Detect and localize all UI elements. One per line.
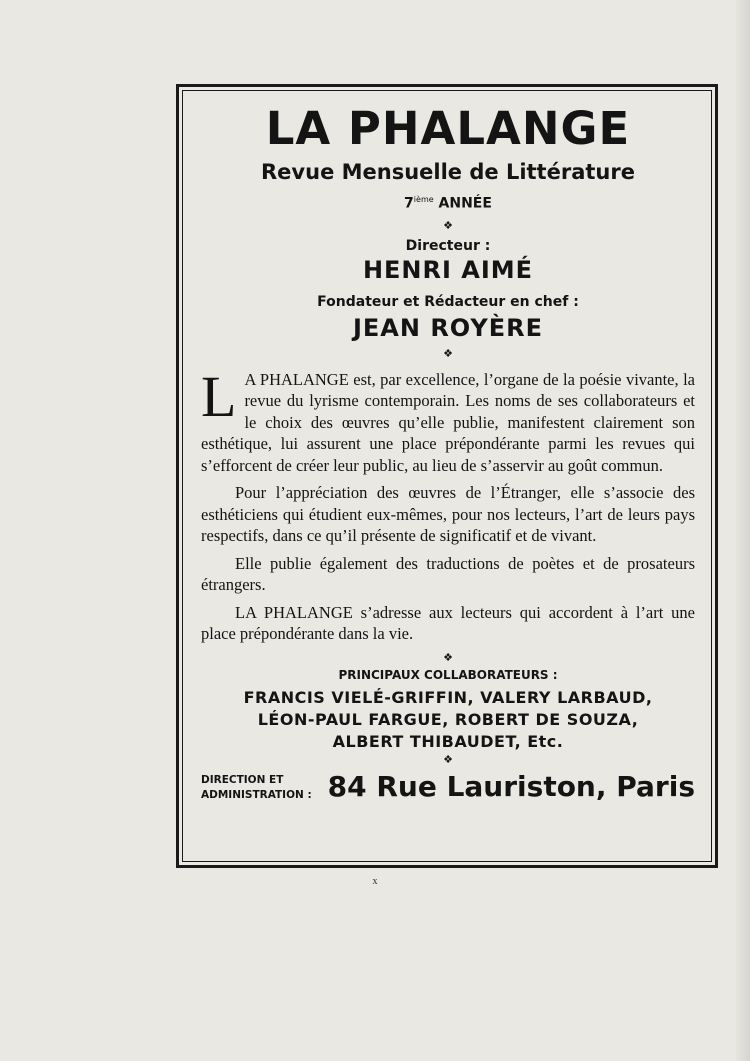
ornament-icon: ❖ [443, 753, 453, 766]
collaborators-line-2: LÉON-PAUL FARGUE, ROBERT DE SOUZA, [257, 709, 639, 729]
director-label: Directeur : [405, 237, 491, 254]
address-label-1: DIRECTION ET [201, 773, 284, 786]
page-number-text: x [372, 876, 378, 887]
drop-cap: L [201, 363, 237, 429]
year-ordinal: ième [413, 195, 434, 204]
paragraph-3: Elle publie également des traductions de poètes et de prosateurs étrangers. [201, 553, 695, 595]
ornament-icon: ❖ [443, 651, 453, 664]
year-number: 7 [404, 195, 414, 212]
page-number [0, 876, 750, 887]
page-edge [736, 0, 750, 1061]
year-word: ANNÉE [438, 195, 492, 212]
founder-name: JEAN ROYÈRE [352, 313, 543, 342]
director-name: HENRI AIMÉ [362, 255, 534, 284]
year-line [201, 191, 695, 213]
advertisement-frame [176, 84, 718, 868]
founder-label: Fondateur et Rédacteur en chef : [317, 293, 579, 310]
ornament-icon: ❖ [443, 219, 453, 232]
paragraph-1-text: A PHALANGE est, par excellence, l’organe de la poésie vivante, la revue du lyrisme contemporain. Les noms de ses collaborateurs et le choix des œuvres qu’elle publie, manifestent clairement son esthétique, lui assurent une place prépondérante parmi les revues qui s’efforcent de créer leur public, au lieu de s’asservir au goût commun. [201, 369, 695, 475]
collaborators-line-3: ALBERT THIBAUDET, Etc. [332, 731, 564, 751]
paragraph-4: LA PHALANGE s’adresse aux lecteurs qui accordent à l’art une place prépondérante dans la vie. [201, 602, 695, 644]
address-labels [201, 773, 312, 803]
address: 84 Rue Lauriston, Paris [327, 769, 695, 803]
advertisement-content [182, 90, 712, 862]
description-text [201, 363, 695, 645]
collaborators-line-1: FRANCIS VIELÉ-GRIFFIN, VALERY LARBAUD, [243, 687, 653, 707]
address-row [201, 771, 695, 803]
collaborators-list [201, 687, 695, 753]
masthead-title: LA PHALANGE [265, 102, 631, 155]
masthead-subtitle: Revue Mensuelle de Littérature [261, 160, 635, 184]
paragraph-2: Pour l’appréciation des œuvres de l’Étranger, elle s’associe des esthéticiens qui étudient eux-mêmes, pour nos lecteurs, l’art de leurs pays respectifs, dans ce qu’il présente de significatif et de vivant. [201, 483, 695, 546]
address-label-2: ADMINISTRATION : [201, 788, 312, 801]
collaborators-heading: PRINCIPAUX COLLABORATEURS : [338, 667, 558, 682]
paragraph-1 [201, 363, 695, 477]
ornament-icon: ❖ [443, 347, 453, 360]
